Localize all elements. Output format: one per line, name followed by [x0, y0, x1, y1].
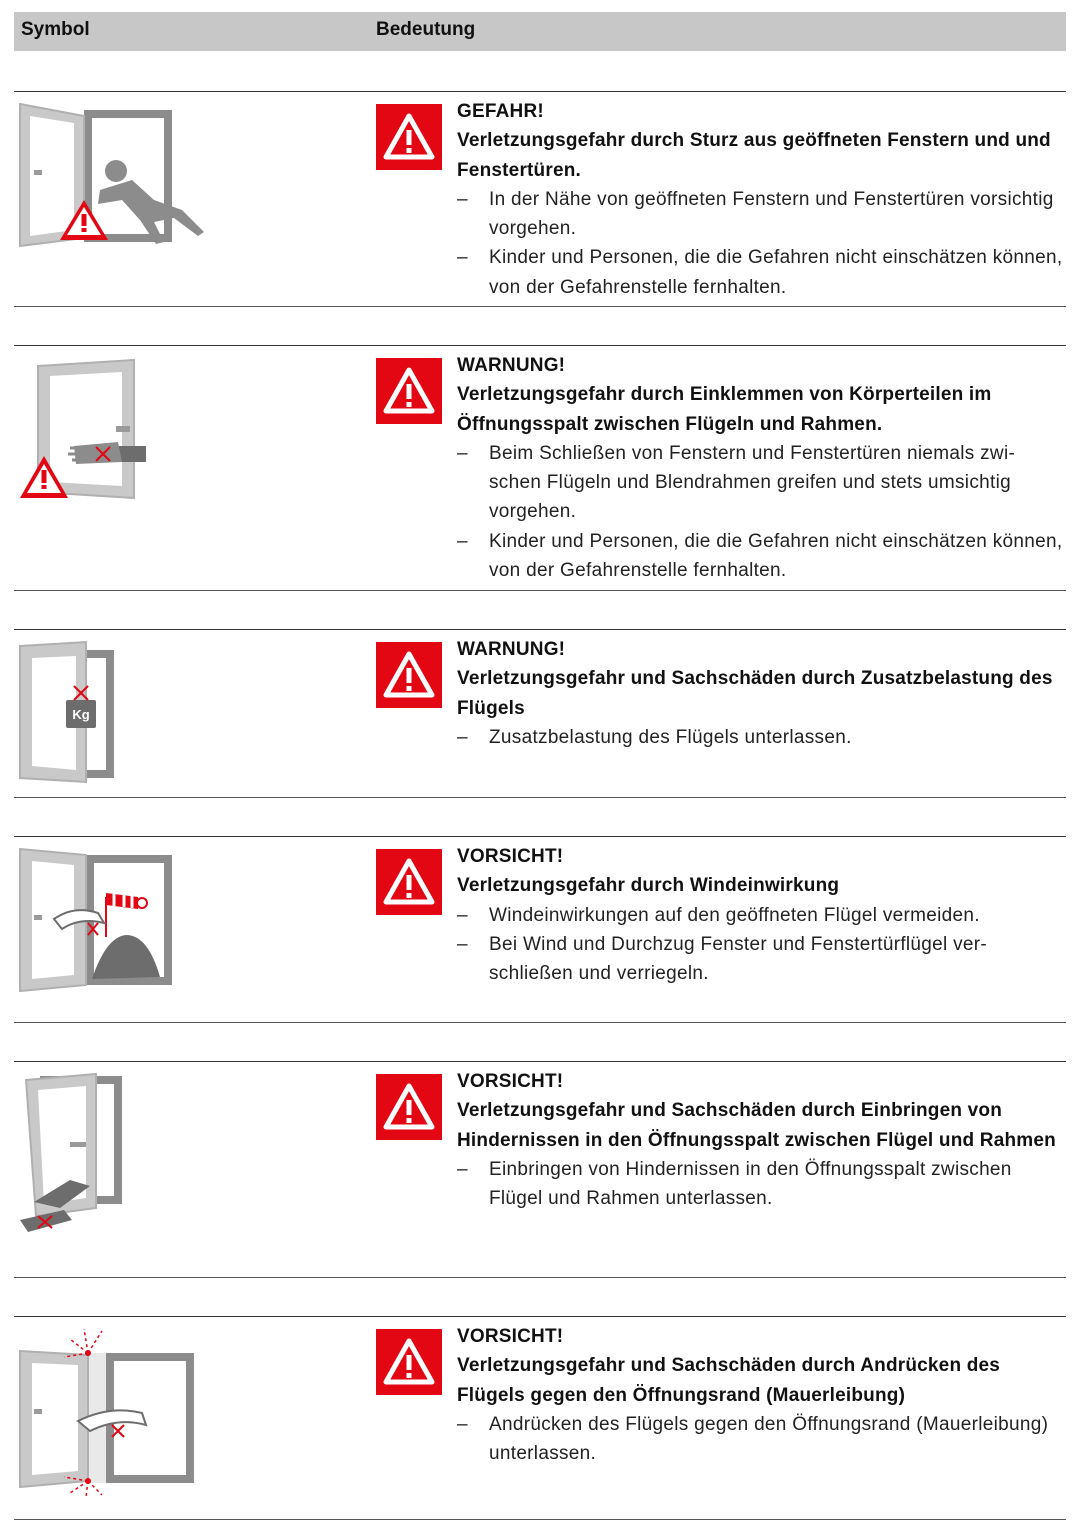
press-against-wall-icon: [14, 1317, 214, 1497]
row-divider: [14, 590, 1066, 591]
hazard-description: Verletzungsgefahr durch Windeinwirkung: [457, 875, 840, 897]
row-divider: [14, 797, 1066, 798]
hazard-level: WARNUNG!: [457, 355, 566, 376]
list-item: – In der Nähe von geöffneten Fenstern und Fenstertüren vorsichtig vorgehen.: [457, 185, 1067, 244]
hazard-description: Verletzungsgefahr durch Sturz aus geöffneten Fenstern und und Fenstertüren.: [457, 130, 1051, 181]
safety-row: [14, 1317, 1066, 1519]
hazard-level: VORSICHT!: [457, 1071, 564, 1092]
hazard-level: GEFAHR!: [457, 101, 544, 122]
list-item: – Einbringen von Hindernissen in den Öffnungsspalt zwischen Flügel und Rahmen unterlassen.: [457, 1155, 1067, 1214]
column-header-meaning: Bedeutung: [376, 19, 476, 40]
hazard-level: VORSICHT!: [457, 1326, 564, 1347]
list-item: – Windeinwirkungen auf den geöffneten Flügel vermeiden.: [457, 901, 1067, 930]
safety-row: [14, 1062, 1066, 1277]
hazard-description: Verletzungsgefahr und Sachschäden durch Zusatzbelastung des Flügels: [457, 668, 1053, 719]
warning-triangle-icon: [376, 104, 442, 170]
list-item: – Andrücken des Flügels gegen den Öffnungsrand (Mauerleibung) unterlassen.: [457, 1410, 1067, 1469]
hazard-description: Verletzungsgefahr und Sachschäden durch Andrücken des Flügels gegen den Öffnungsrand (Mauerleibung): [457, 1355, 1001, 1406]
table-header: [14, 12, 1066, 51]
hazard-description: Verletzungsgefahr durch Einklemmen von Körperteilen im Öffnungsspalt zwischen Flügeln und Rahmen.: [457, 384, 992, 435]
column-header-symbol: Symbol: [21, 19, 90, 40]
safety-row: [14, 630, 1066, 797]
warning-triangle-icon: [376, 1329, 442, 1395]
row-divider: [14, 1519, 1066, 1520]
hazard-level: VORSICHT!: [457, 846, 564, 867]
extra-load-icon: [14, 630, 214, 790]
hazard-level: WARNUNG!: [457, 639, 566, 660]
warning-triangle-icon: [376, 642, 442, 708]
hazard-description: Verletzungsgefahr und Sachschäden durch Einbringen von Hindernissen in den Öffnungsspalt zwischen Flügel und Rahmen: [457, 1100, 1056, 1151]
row-divider: [14, 306, 1066, 307]
list-item: – Zusatzbelastung des Flügels unterlassen.: [457, 723, 1067, 752]
list-item: – Bei Wind und Durchzug Fenster und Fenstertürflügel ver-schließen und verriegeln.: [457, 930, 1067, 989]
warning-triangle-icon: [376, 358, 442, 424]
fall-from-window-icon: [14, 92, 214, 262]
warning-triangle-icon: [376, 1074, 442, 1140]
warning-triangle-icon: [376, 849, 442, 915]
row-divider: [14, 1277, 1066, 1278]
kg-label: Kg: [72, 707, 90, 722]
safety-row: [14, 837, 1066, 1022]
row-divider: [14, 1022, 1066, 1023]
obstacle-in-gap-icon: [14, 1062, 214, 1237]
safety-row: [14, 92, 1066, 306]
wind-icon: [14, 837, 214, 1007]
hand-pinch-icon: [14, 346, 214, 516]
list-item: – Kinder und Personen, die die Gefahren nicht einschätzen können, von der Gefahrenstelle fernhalten.: [457, 243, 1067, 302]
list-item: – Kinder und Personen, die die Gefahren nicht einschätzen können, von der Gefahrenstelle fernhalten.: [457, 527, 1067, 586]
safety-row: [14, 346, 1066, 590]
list-item: – Beim Schließen von Fenstern und Fenstertüren niemals zwi-schen Flügeln und Blendrahmen greifen und stets umsichtig vorgehen.: [457, 439, 1067, 527]
